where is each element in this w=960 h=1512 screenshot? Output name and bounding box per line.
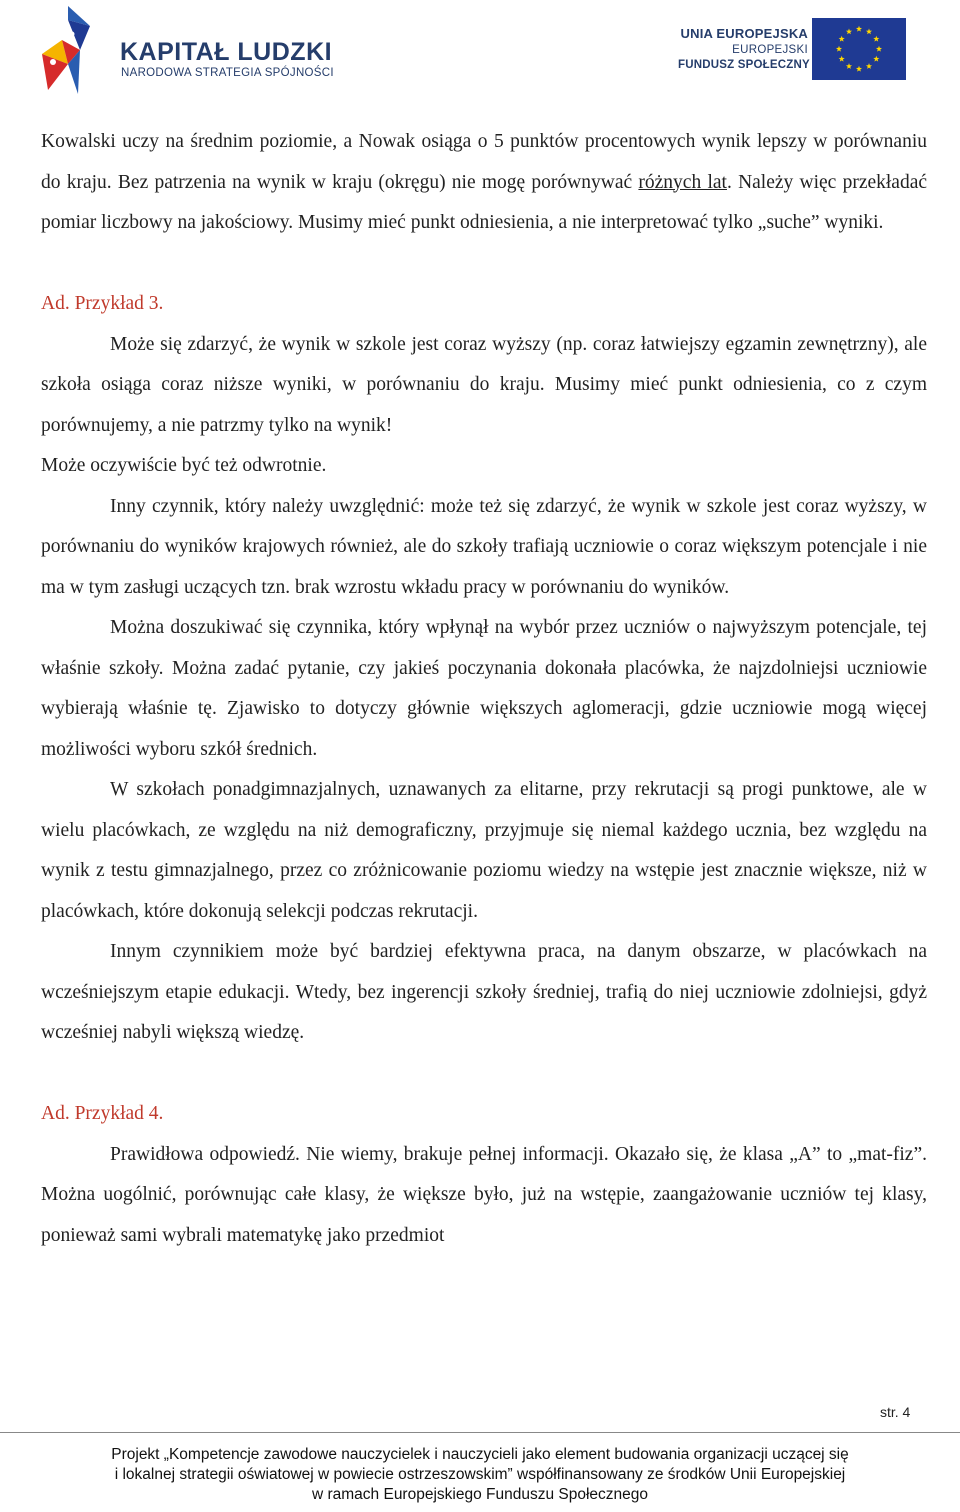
page-number: str. 4 — [880, 1404, 911, 1420]
eu-star-icon — [866, 63, 872, 69]
footer-line-2: i lokalnej strategii oświatowej w powiecie ostrzeszowskim” współfinansowany ze środków Unii Europejskiej — [114, 1466, 846, 1483]
page-footer — [0, 1445, 960, 1505]
kapital-ludzki-logo — [38, 4, 338, 96]
paragraph-3: Może oczywiście być też odwrotnie. — [41, 455, 327, 476]
eu-logo-line3: FUNDUSZ SPOŁECZNY — [678, 59, 810, 71]
eu-star-icon — [846, 63, 852, 69]
eu-star-icon — [873, 56, 879, 62]
eu-star-icon — [866, 28, 872, 34]
eu-star-icon — [836, 46, 842, 52]
eu-logo-line1: UNIA EUROPEJSKA — [680, 26, 808, 41]
paragraph-2: Może się zdarzyć, że wynik w szkole jest coraz wyższy (np. coraz łatwiejszy egzamin zewnętrzny), ale szkoła osiąga coraz niższe wyniki, w porównaniu do kraju. Musimy mieć punkt odniesienia, co z czym porównujemy, a nie patrzmy tylko na wynik! — [41, 333, 927, 436]
eu-star-icon — [839, 36, 845, 42]
footer-line-3: w ramach Europejskiego Funduszu Społecznego — [311, 1486, 649, 1503]
paragraph-1: Kowalski uczy na średnim poziomie, a Nowak osiąga o 5 punktów procentowych wynik lepszy w porównaniu do kraju. Bez patrzenia na wynik w kraju (okręgu) nie mogę porównywać różnych lat. Należy więc przekładać pomiar liczbowy na jakościowy. Musimy mieć punkt odniesienia, a nie interpretować tylko „suche” wyniki. — [41, 131, 928, 233]
eu-logo-line2: EUROPEJSKI — [732, 44, 808, 56]
footer-line-1: Projekt „Kompetencje zawodowe nauczycielek i nauczycieli jako element budowania organizacji uczącej się — [111, 1446, 849, 1463]
eu-logo — [672, 18, 924, 82]
footer-divider — [0, 1432, 960, 1433]
paragraph-4: Inny czynnik, który należy uwzględnić: może też się zdarzyć, że wynik w szkole jest coraz wyższy, w porównaniu do wyników krajowych również, ale do szkoły trafiają uczniowie o coraz większym potencjale i nie ma w tym zasługi uczących tzn. brak wzrostu wkładu pracy w porównaniu do wyników. — [41, 495, 927, 598]
heading-example-4: Ad. Przykład 4. — [41, 1103, 164, 1124]
kapital-ludzki-emblem-icon — [38, 4, 98, 96]
paragraph-7: Innym czynnikiem może być bardziej efektywna praca, na danym obszarze, w placówkach na wcześniejszym etapie edukacji. Wtedy, bez ingerencji szkoły średniej, trafią do niej uczniowie zdolniejsi, gdyż wcześniej nabyli większą wiedzę. — [41, 941, 927, 1043]
eu-star-icon — [856, 26, 862, 32]
page-header — [0, 0, 960, 100]
paragraph-8: Prawidłowa odpowiedź. Nie wiemy, brakuje pełnej informacji. Okazało się, że klasa „A” to „mat-fiz”. Można uogólnić, porównując całe klasy, że większe było, już na wstępie, zaangażowanie uczniów tej klasy, ponieważ sami wybrali matematykę jako przedmiot — [41, 1143, 927, 1246]
eu-star-icon — [839, 56, 845, 62]
kapital-ludzki-name: KAPITAŁ LUDZKI — [120, 38, 333, 66]
document-body — [41, 122, 927, 1256]
eu-logo-text — [678, 26, 808, 71]
eu-star-icon — [846, 28, 852, 34]
underlined-phrase: różnych lat — [638, 171, 727, 193]
paragraph-6: W szkołach ponadgimnazjalnych, uznawanych za elitarne, przy rekrutacji są progi punktowe, ale w wielu placówkach, ze względu na niż demograficzny, przyjmuje się niemal każdego ucznia, bez względu na wynik z testu gimnazjalnego, przez co zróżnicowanie poziomu wiedzy na wstępie jest znacznie większe, niż w placówkach, które dokonują selekcji podczas rekrutacji. — [41, 779, 927, 922]
paragraph-5: Można doszukiwać się czynnika, który wpłynął na wybór przez uczniów o najwyższym potencjale, tej właśnie szkoły. Można zadać pytanie, czy jakieś poczynania dokonała placówka, że najzdolniejsi uczniowie wybierają właśnie tę. Zjawisko to dotyczy głównie większych aglomeracji, gdzie uczniowie mogą więcej możliwości wyboru szkół średnich. — [41, 617, 927, 760]
kapital-ludzki-subtitle: NARODOWA STRATEGIA SPÓJNOŚCI — [121, 67, 334, 79]
eu-star-icon — [876, 46, 882, 52]
eu-star-icon — [873, 36, 879, 42]
eu-star-icon — [856, 66, 862, 72]
heading-example-3: Ad. Przykład 3. — [41, 293, 164, 314]
eu-flag-icon — [812, 18, 906, 80]
